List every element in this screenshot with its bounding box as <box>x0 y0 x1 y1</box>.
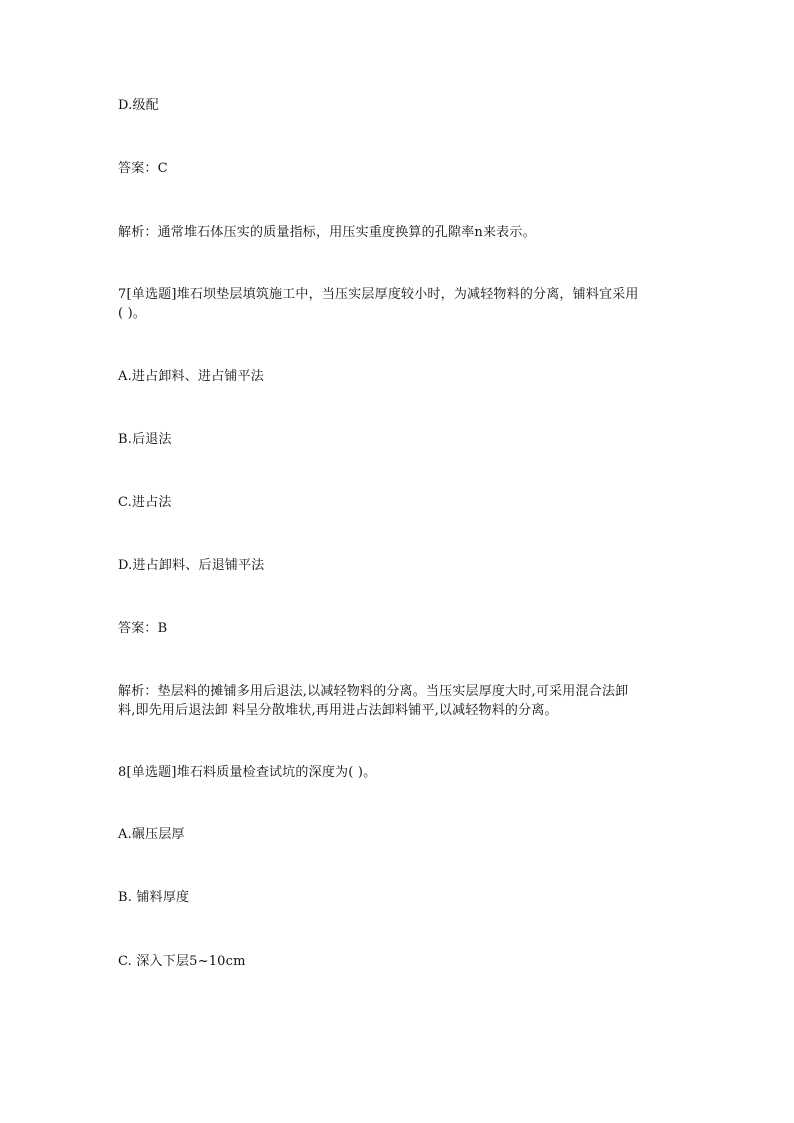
explanation-q7-line-2: 料,即先用后退法卸 料呈分散堆状,再用进占法卸料铺平,以减轻物料的分离。 <box>118 703 558 718</box>
option-b-q8: B. 铺料厚度 <box>118 890 190 905</box>
option-b-q7: B.后退法 <box>118 432 172 447</box>
option-d-q7: D.进占卸料、后退铺平法 <box>118 558 265 573</box>
question-8: 8[单选题]堆石料质量检查试坑的深度为( )。 <box>118 765 377 780</box>
explanation-q7-line-1: 解析：垫层料的摊铺多用后退法,以减轻物料的分离。当压实层厚度大时,可采用混合法卸 <box>118 684 629 699</box>
option-c-q8: C. 深入下层5~10cm <box>118 954 246 969</box>
option-a-q8: A.碾压层厚 <box>118 827 185 842</box>
explanation-q6: 解析：通常堆石体压实的质量指标，用压实重度换算的孔隙率n来表示。 <box>118 225 536 240</box>
question-7-line-2: ( )。 <box>118 306 147 321</box>
option-c-q7: C.进占法 <box>118 495 172 510</box>
answer-q7: 答案：B <box>118 621 168 636</box>
option-a-q7: A.进占卸料、进占铺平法 <box>118 369 264 384</box>
question-7-line-1: 7[单选题]堆石坝垫层填筑施工中，当压实层厚度较小时，为减轻物料的分离，铺料宜采用 <box>118 287 639 302</box>
answer-q6: 答案：C <box>118 161 168 176</box>
option-d-q6: D.级配 <box>118 98 159 113</box>
